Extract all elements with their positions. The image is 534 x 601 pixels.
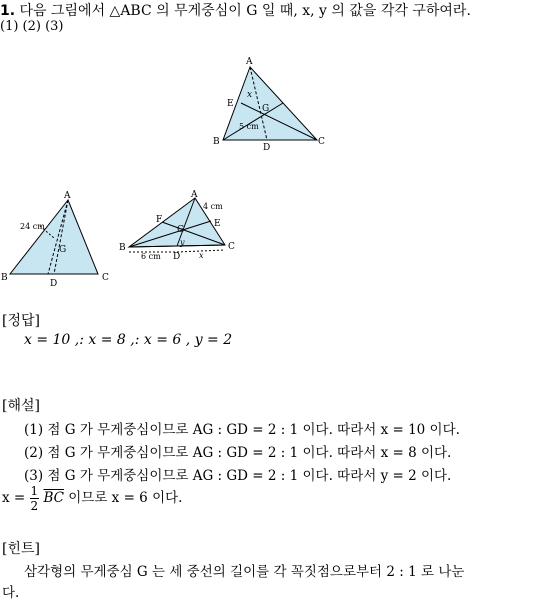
- explanation-line-1: (1) 점 G 가 무게중심이므로 AG : GD = 2 : 1 이다. 따라서 x = 10 이다.: [24, 422, 460, 438]
- explanation-line-4-post: 이므로 x = 6 이다.: [68, 490, 183, 506]
- label-g-1: G: [262, 104, 270, 114]
- segment-bc: $\overline{BC}$: [43, 490, 64, 506]
- explanation-line-4: [2, 484, 182, 513]
- explanation-heading: [해설]: [2, 398, 40, 414]
- problem-number: 1.: [0, 3, 16, 19]
- label-g-3: G: [177, 225, 185, 235]
- label-e-3: E: [214, 219, 221, 229]
- hint-line-2: 다.: [2, 585, 20, 601]
- problem-statement: [0, 0, 471, 20]
- label-c-3: C: [228, 242, 235, 252]
- explanation-line-2: (2) 점 G 가 무게중심이므로 AG : GD = 2 : 1 이다. 따라서 x = 8 이다.: [24, 445, 452, 461]
- label-d-2: D: [50, 279, 58, 288]
- answer-heading: [정답]: [2, 313, 40, 329]
- label-d-1: D: [263, 143, 271, 153]
- figure-1-triangle: [205, 55, 335, 155]
- label-len-1: 5 cm: [239, 122, 259, 131]
- figure-2-triangle: [0, 188, 120, 288]
- problem-text: 다음 그림에서 △ABC 의 무게중심이 G 일 때, x, y 의 값을 각각 구하여라.: [19, 3, 471, 19]
- hint-line-1: 삼각형의 무게중심 G 는 세 중선의 길이를 각 꼭짓점으로부터 2 : 1 로 나눈: [24, 564, 465, 580]
- answer-text: x = 10 ,: x = 8 ,: x = 6 , y = 2: [24, 332, 233, 348]
- label-b-1: B: [213, 137, 220, 147]
- fraction-denominator: 2: [30, 499, 39, 513]
- label-len-bottom-3: 6 cm: [141, 252, 161, 261]
- hint-heading: [힌트]: [2, 541, 40, 557]
- triangle-abc-2: [10, 200, 98, 274]
- label-e-1: E: [227, 99, 234, 109]
- label-c-2: C: [102, 273, 109, 283]
- explanation-line-3: (3) 점 G 가 무게중심이므로 AG : GD = 2 : 1 이다. 따라서 y = 2 이다.: [24, 468, 452, 484]
- sub-labels: (1) (2) (3): [0, 19, 64, 34]
- label-a-3: A: [191, 190, 198, 200]
- label-d-3: D: [173, 252, 181, 262]
- label-len-2: 24 cm: [20, 222, 45, 231]
- triangle-abc-1: [223, 67, 317, 140]
- label-b-2: B: [1, 273, 8, 283]
- figure-3-triangle: [115, 188, 245, 268]
- fraction-one-half: [30, 484, 40, 513]
- label-y-3: y: [180, 238, 185, 247]
- label-x-3: x: [199, 251, 204, 260]
- label-b-3: B: [119, 243, 126, 253]
- label-g-2: G: [59, 245, 67, 255]
- label-f-3: F: [156, 215, 163, 225]
- explanation-line-4-pre: x =: [2, 490, 30, 506]
- label-a-2: A: [64, 191, 71, 201]
- label-a-1: A: [246, 57, 253, 67]
- label-len-top-3: 4 cm: [203, 202, 223, 211]
- label-x-1: x: [247, 90, 253, 100]
- label-c-1: C: [318, 137, 325, 147]
- fraction-numerator: 1: [30, 484, 39, 498]
